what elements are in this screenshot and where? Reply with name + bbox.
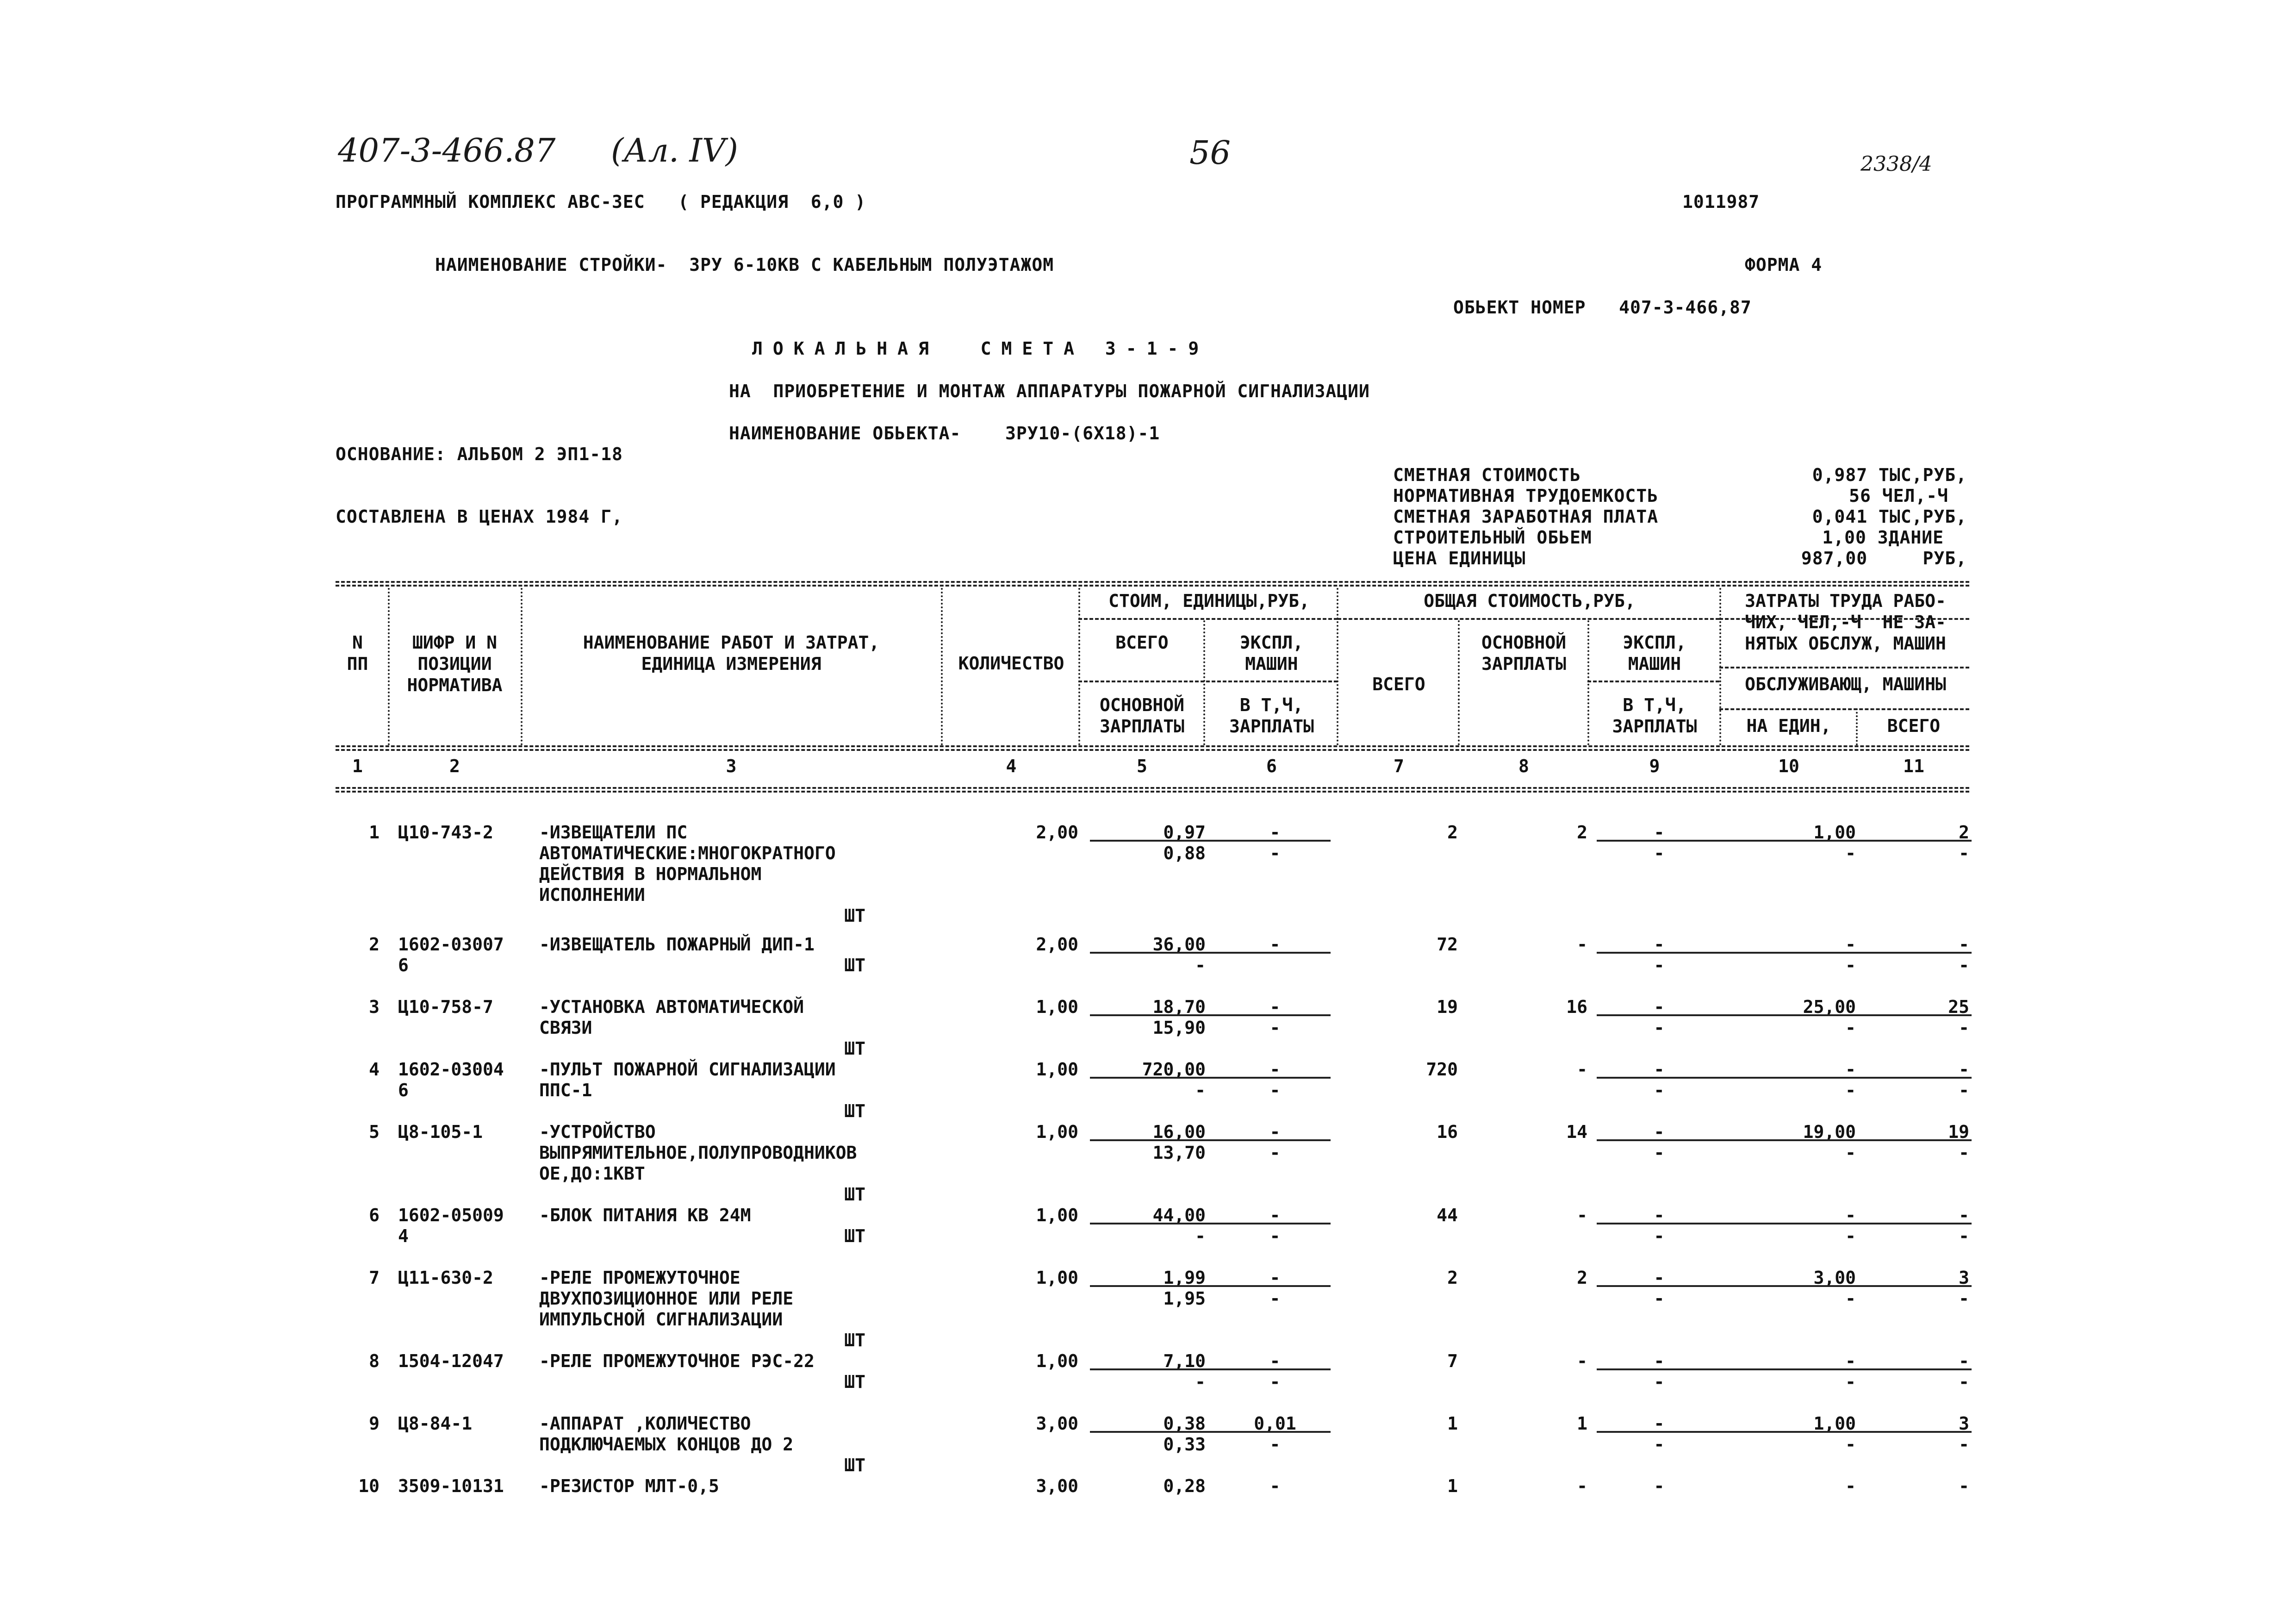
machine-wage: -	[1654, 1080, 1665, 1100]
machine-wage: -	[1654, 1018, 1665, 1038]
labor-per-unit: -	[1845, 1205, 1856, 1225]
labor-service-unit: -	[1845, 955, 1856, 975]
quantity: 1,00	[1036, 1122, 1078, 1142]
header-labor: ЗАТРАТЫ ТРУДА РАБО- ЧИХ, ЧЕЛ,-Ч НЕ ЗА- НЯТЫХ ОБСЛУЖ, МАШИН	[1745, 591, 1946, 654]
header-total-mach: ЭКСПЛ, МАШИН	[1623, 632, 1686, 674]
labor-service-unit: -	[1845, 1018, 1856, 1038]
row-number: 3	[369, 997, 380, 1017]
divider	[941, 588, 943, 745]
labor-per-unit: 25,00	[1803, 997, 1856, 1017]
work-name-line: -УСТРОЙСТВО	[539, 1122, 656, 1142]
unit-wage: -	[1195, 1372, 1206, 1392]
machine-wage: -	[1654, 1143, 1665, 1163]
cell-divider	[1597, 1014, 1972, 1016]
row-number: 8	[369, 1351, 380, 1371]
object-number: ОБЬЕКТ НОМЕР 407-3-466,87	[1453, 297, 1752, 318]
quantity: 1,00	[1036, 1268, 1078, 1288]
labor-service-total: -	[1959, 1143, 1969, 1163]
work-name-line: ОЕ,ДО:1КВТ	[539, 1163, 645, 1184]
norm-code-suffix: 4	[398, 1226, 409, 1246]
labor-per-unit: -	[1845, 934, 1856, 955]
labor-per-unit: -	[1845, 1059, 1856, 1080]
cell-divider	[1090, 1077, 1331, 1079]
divider	[336, 749, 1969, 751]
summary-label: ЦЕНА ЕДИНИЦЫ	[1393, 548, 1526, 568]
total-cost: 72	[1437, 934, 1458, 955]
cell-divider	[1597, 1285, 1972, 1287]
norm-code: 1602-03004	[398, 1059, 504, 1080]
unit-of-measure: ШТ	[844, 1372, 865, 1392]
header-qty: КОЛИЧЕСТВО	[958, 653, 1064, 674]
machine-wage: -	[1654, 1288, 1665, 1309]
total-wages: 2	[1577, 1268, 1587, 1288]
norm-code: Ц8-84-1	[398, 1413, 473, 1434]
norm-code: 1602-05009	[398, 1205, 504, 1225]
labor-per-unit: 1,00	[1813, 1413, 1856, 1434]
cell-divider	[1090, 952, 1331, 954]
norm-code: Ц10-743-2	[398, 822, 493, 843]
total-machines: -	[1654, 997, 1665, 1017]
total-machines: -	[1654, 1413, 1665, 1434]
row-number: 7	[369, 1268, 380, 1288]
unit-cost-total: 0,28	[1163, 1476, 1206, 1496]
norm-code: 1602-03007	[398, 934, 504, 955]
header-labor-total: ВСЕГО	[1887, 716, 1941, 736]
cell-divider	[1597, 952, 1972, 954]
unit-wage: 0,88	[1163, 843, 1206, 863]
total-wages: 1	[1577, 1413, 1587, 1434]
work-name-line: -ИЗВЕЩАТЕЛИ ПС	[539, 822, 688, 843]
summary-value: 987,00 РУБ,	[1801, 548, 1967, 568]
labor-service-unit: -	[1845, 1372, 1856, 1392]
labor-service-total: -	[1959, 1434, 1969, 1455]
divider	[1719, 667, 1969, 668]
unit-of-measure: ШТ	[844, 955, 865, 975]
unit-wage: -	[1195, 1226, 1206, 1246]
divider	[1856, 708, 1858, 745]
norm-code: Ц11-630-2	[398, 1268, 493, 1288]
total-cost: 44	[1437, 1205, 1458, 1225]
divider	[336, 791, 1969, 793]
total-wages: 2	[1577, 822, 1587, 843]
total-wages: -	[1577, 1205, 1587, 1225]
norm-code-suffix: 6	[398, 955, 409, 975]
machine-wage: -	[1654, 843, 1665, 863]
construction-name: НАИМЕНОВАНИЕ СТРОЙКИ- ЗРУ 6-10КВ С КАБЕЛЬНЫМ ПОЛУЭТАЖОМ	[435, 255, 1054, 275]
unit-of-measure: ШТ	[844, 906, 865, 926]
labor-total: 25	[1948, 997, 1969, 1017]
unit-cost-machines: -	[1269, 1059, 1281, 1080]
quantity: 2,00	[1036, 934, 1078, 955]
column-number: 7	[1394, 756, 1404, 776]
header-unit-mach-wage: В Т,Ч, ЗАРПЛАТЫ	[1229, 695, 1314, 737]
labor-service-unit: -	[1845, 843, 1856, 863]
unit-cost-total: 1,99	[1163, 1268, 1206, 1288]
divider	[336, 745, 1969, 747]
work-name-line: -РЕЛЕ ПРОМЕЖУТОЧНОЕ РЭС-22	[539, 1351, 815, 1371]
row-number: 10	[358, 1476, 380, 1496]
unit-cost-total: 7,10	[1163, 1351, 1206, 1371]
divider	[1458, 620, 1460, 745]
basis-line: ОСНОВАНИЕ: АЛЬБОМ 2 ЭП1-18	[336, 444, 623, 464]
labor-per-unit: -	[1845, 1351, 1856, 1371]
unit-cost-total: 0,38	[1163, 1413, 1206, 1434]
work-name-line: СВЯЗИ	[539, 1018, 592, 1038]
summary-value: 0,987 ТЫС,РУБ,	[1812, 465, 1967, 485]
header-unit-mach: ЭКСПЛ, МАШИН	[1239, 632, 1304, 674]
labor-total: 3	[1959, 1413, 1969, 1434]
unit-cost-machines: -	[1269, 822, 1281, 843]
unit-machine-wage: -	[1269, 843, 1281, 863]
unit-cost-total: 44,00	[1152, 1205, 1206, 1225]
labor-per-unit: -	[1845, 1476, 1856, 1496]
unit-of-measure: ШТ	[844, 1226, 865, 1246]
cell-divider	[1597, 1139, 1972, 1141]
labor-total: 3	[1959, 1268, 1969, 1288]
estimate-title: ЛОКАЛЬНАЯ СМЕТА 3-1-9	[752, 338, 1209, 359]
quantity: 1,00	[1036, 1059, 1078, 1080]
work-name-line: -ИЗВЕЩАТЕЛЬ ПОЖАРНЫЙ ДИП-1	[539, 934, 815, 955]
column-number: 2	[449, 756, 460, 776]
header-total-mach-wage: В Т,Ч, ЗАРПЛАТЫ	[1612, 695, 1697, 737]
labor-total: 2	[1959, 822, 1969, 843]
work-name-line: ИСПОЛНЕНИИ	[539, 885, 645, 905]
header-n: N ПП	[347, 632, 368, 674]
labor-service-total: -	[1959, 1226, 1969, 1246]
unit-cost-machines: -	[1269, 997, 1281, 1017]
cell-divider	[1090, 840, 1331, 842]
total-machines: -	[1654, 1476, 1665, 1496]
price-level: СОСТАВЛЕНА В ЦЕНАХ 1984 Г,	[336, 506, 623, 527]
handwritten-page-number: 56	[1189, 134, 1231, 172]
unit-cost-machines: -	[1269, 1351, 1281, 1371]
divider	[1078, 618, 1338, 620]
header-unit-cost: СТОИМ, ЕДИНИЦЫ,РУБ,	[1108, 591, 1310, 611]
labor-service-total: -	[1959, 843, 1969, 863]
labor-total: 19	[1948, 1122, 1969, 1142]
header-labor-service: ОБСЛУЖИВАЮЩ, МАШИНЫ	[1745, 674, 1946, 694]
labor-service-unit: -	[1845, 1143, 1856, 1163]
quantity: 3,00	[1036, 1413, 1078, 1434]
total-wages: 16	[1566, 997, 1587, 1017]
total-wages: -	[1577, 1059, 1587, 1080]
column-number: 5	[1137, 756, 1147, 776]
header-unit-wage: ОСНОВНОЙ ЗАРПЛАТЫ	[1099, 695, 1185, 737]
machine-wage: -	[1654, 955, 1665, 975]
cell-divider	[1597, 1077, 1972, 1079]
total-wages: 14	[1566, 1122, 1587, 1142]
cell-divider	[1090, 1431, 1331, 1433]
unit-wage: 1,95	[1163, 1288, 1206, 1309]
unit-cost-total: 0,97	[1163, 822, 1206, 843]
divider	[1078, 681, 1338, 682]
cell-divider	[1597, 1368, 1972, 1370]
cell-divider	[1090, 1139, 1331, 1141]
divider	[1203, 620, 1205, 745]
unit-machine-wage: -	[1269, 1226, 1281, 1246]
unit-cost-total: 36,00	[1152, 934, 1206, 955]
labor-total: -	[1959, 1205, 1969, 1225]
unit-wage: 15,90	[1152, 1018, 1206, 1038]
divider	[1719, 708, 1969, 710]
header-unit-total: ВСЕГО	[1115, 632, 1169, 653]
column-number: 11	[1903, 756, 1924, 776]
divider	[1587, 681, 1719, 682]
cell-divider	[1597, 1223, 1972, 1224]
total-wages: -	[1577, 1351, 1587, 1371]
handwritten-album: (Ал. IV)	[611, 131, 738, 169]
labor-service-total: -	[1959, 955, 1969, 975]
unit-of-measure: ШТ	[844, 1038, 865, 1059]
labor-service-unit: -	[1845, 1434, 1856, 1455]
labor-service-unit: -	[1845, 1080, 1856, 1100]
header-name: НАИМЕНОВАНИЕ РАБОТ И ЗАТРАТ, ЕДИНИЦА ИЗМЕРЕНИЯ	[583, 632, 880, 674]
summary-label: НОРМАТИВНАЯ ТРУДОЕМКОСТЬ	[1393, 486, 1659, 506]
labor-service-total: -	[1959, 1288, 1969, 1309]
unit-machine-wage: -	[1269, 1080, 1281, 1100]
quantity: 3,00	[1036, 1476, 1078, 1496]
work-name-line: -УСТАНОВКА АВТОМАТИЧЕСКОЙ	[539, 997, 804, 1017]
unit-of-measure: ШТ	[844, 1455, 865, 1475]
program-line: ПРОГРАММНЫЙ КОМПЛЕКС АВС-3ЕС ( РЕДАКЦИЯ 6,0 )	[336, 192, 866, 212]
cell-divider	[1090, 1223, 1331, 1224]
column-number: 4	[1006, 756, 1017, 776]
total-cost: 2	[1447, 822, 1458, 843]
total-machines: -	[1654, 1122, 1665, 1142]
cell-divider	[1090, 1285, 1331, 1287]
norm-code: 3509-10131	[398, 1476, 504, 1496]
header-code: ШИФР И N ПОЗИЦИИ НОРМАТИВА	[407, 632, 503, 695]
cell-divider	[1597, 840, 1972, 842]
labor-total: -	[1959, 1476, 1969, 1496]
labor-service-unit: -	[1845, 1288, 1856, 1309]
form-label: ФОРМА 4	[1745, 255, 1823, 275]
total-machines: -	[1654, 822, 1665, 843]
norm-code: Ц8-105-1	[398, 1122, 483, 1142]
total-cost: 16	[1437, 1122, 1458, 1142]
unit-wage: 13,70	[1152, 1143, 1206, 1163]
cell-divider	[1090, 1368, 1331, 1370]
column-number: 6	[1266, 756, 1277, 776]
cell-divider	[1090, 1014, 1331, 1016]
quantity: 2,00	[1036, 822, 1078, 843]
quantity: 1,00	[1036, 997, 1078, 1017]
labor-service-total: -	[1959, 1018, 1969, 1038]
row-number: 4	[369, 1059, 380, 1080]
column-number: 1	[352, 756, 363, 776]
unit-cost-machines: 0,01	[1254, 1413, 1296, 1434]
divider	[336, 787, 1969, 789]
unit-cost-total: 16,00	[1152, 1122, 1206, 1142]
unit-wage: -	[1195, 1080, 1206, 1100]
divider	[521, 588, 523, 745]
machine-wage: -	[1654, 1372, 1665, 1392]
divider	[1338, 618, 1719, 620]
norm-code: 1504-12047	[398, 1351, 504, 1371]
unit-wage: -	[1195, 955, 1206, 975]
labor-total: -	[1959, 1351, 1969, 1371]
summary-value: 1,00 ЗДАНИЕ	[1822, 527, 1944, 548]
unit-cost-machines: -	[1269, 1122, 1281, 1142]
divider	[336, 585, 1969, 587]
work-name-line: -АППАРАТ ,КОЛИЧЕСТВО	[539, 1413, 751, 1434]
machine-wage: -	[1654, 1226, 1665, 1246]
labor-per-unit: 1,00	[1813, 822, 1856, 843]
total-cost: 1	[1447, 1413, 1458, 1434]
row-number: 2	[369, 934, 380, 955]
total-machines: -	[1654, 934, 1665, 955]
unit-of-measure: ШТ	[844, 1101, 865, 1121]
work-name-line: -РЕЛЕ ПРОМЕЖУТОЧНОЕ	[539, 1268, 740, 1288]
work-name-line: -ПУЛЬТ ПОЖАРНОЙ СИГНАЛИЗАЦИИ	[539, 1059, 836, 1080]
summary-label: СМЕТНАЯ СТОИМОСТЬ	[1393, 465, 1581, 485]
total-cost: 7	[1447, 1351, 1458, 1371]
divider	[1078, 588, 1080, 745]
unit-cost-machines: -	[1269, 1268, 1281, 1288]
total-cost: 19	[1437, 997, 1458, 1017]
summary-value: 0,041 ТЫС,РУБ,	[1812, 506, 1967, 527]
header-total-all: ВСЕГО	[1372, 674, 1425, 694]
unit-machine-wage: -	[1269, 1018, 1281, 1038]
labor-total: -	[1959, 1059, 1969, 1080]
estimate-subtitle: НА ПРИОБРЕТЕНИЕ И МОНТАЖ АППАРАТУРЫ ПОЖАРНОЙ СИГНАЛИЗАЦИИ	[729, 381, 1370, 401]
work-name-line: ВЫПРЯМИТЕЛЬНОЕ,ПОЛУПРОВОДНИКОВ	[539, 1143, 857, 1163]
divider	[1587, 620, 1589, 745]
object-name: НАИМЕНОВАНИЕ ОБЬЕКТА- ЗРУ10-(6X18)-1	[729, 423, 1160, 443]
divider	[1719, 588, 1721, 745]
row-number: 1	[369, 822, 380, 843]
column-number: 3	[726, 756, 737, 776]
header-total-cost: ОБЩАЯ СТОИМОСТЬ,РУБ,	[1424, 591, 1636, 611]
unit-cost-machines: -	[1269, 1476, 1281, 1496]
handwritten-sheet-number: 2338/4	[1860, 152, 1932, 176]
summary-label: СТРОИТЕЛЬНЫЙ ОБЬЕМ	[1393, 527, 1592, 548]
row-number: 5	[369, 1122, 380, 1142]
row-number: 9	[369, 1413, 380, 1434]
total-cost: 1	[1447, 1476, 1458, 1496]
work-name-line: АВТОМАТИЧЕСКИЕ:МНОГОКРАТНОГО	[539, 843, 836, 863]
norm-code-suffix: 6	[398, 1080, 409, 1100]
total-wages: -	[1577, 1476, 1587, 1496]
quantity: 1,00	[1036, 1205, 1078, 1225]
work-name-line: ППС-1	[539, 1080, 592, 1100]
labor-service-total: -	[1959, 1080, 1969, 1100]
print-date: 1011987	[1682, 192, 1760, 212]
unit-of-measure: ШТ	[844, 1184, 865, 1205]
labor-service-total: -	[1959, 1372, 1969, 1392]
labor-total: -	[1959, 934, 1969, 955]
unit-cost-machines: -	[1269, 934, 1281, 955]
total-machines: -	[1654, 1205, 1665, 1225]
unit-of-measure: ШТ	[844, 1330, 865, 1350]
summary-label: СМЕТНАЯ ЗАРАБОТНАЯ ПЛАТА	[1393, 506, 1659, 527]
unit-cost-total: 18,70	[1152, 997, 1206, 1017]
total-cost: 2	[1447, 1268, 1458, 1288]
column-number: 10	[1778, 756, 1799, 776]
labor-per-unit: 3,00	[1813, 1268, 1856, 1288]
total-machines: -	[1654, 1351, 1665, 1371]
work-name-line: ДВУХПОЗИЦИОННОЕ ИЛИ РЕЛЕ	[539, 1288, 794, 1309]
column-number: 8	[1518, 756, 1529, 776]
unit-wage: 0,33	[1163, 1434, 1206, 1455]
quantity: 1,00	[1036, 1351, 1078, 1371]
norm-code: Ц10-758-7	[398, 997, 493, 1017]
total-machines: -	[1654, 1059, 1665, 1080]
unit-cost-machines: -	[1269, 1205, 1281, 1225]
unit-machine-wage: -	[1269, 1372, 1281, 1392]
header-labor-unit: НА ЕДИН,	[1746, 716, 1831, 736]
unit-machine-wage: -	[1269, 1434, 1281, 1455]
unit-machine-wage: -	[1269, 1143, 1281, 1163]
labor-per-unit: 19,00	[1803, 1122, 1856, 1142]
summary-value: 56 ЧЕЛ,-Ч	[1849, 486, 1948, 506]
total-cost: 720	[1426, 1059, 1458, 1080]
labor-service-unit: -	[1845, 1226, 1856, 1246]
row-number: 6	[369, 1205, 380, 1225]
header-total-wage: ОСНОВНОЙ ЗАРПЛАТЫ	[1481, 632, 1567, 674]
unit-cost-total: 720,00	[1142, 1059, 1206, 1080]
column-number: 9	[1649, 756, 1660, 776]
unit-machine-wage: -	[1269, 1288, 1281, 1309]
work-name-line: -РЕЗИСТОР МЛТ-0,5	[539, 1476, 719, 1496]
work-name-line: ПОДКЛЮЧАЕМЫХ КОНЦОВ ДО 2	[539, 1434, 794, 1455]
divider	[336, 581, 1969, 583]
work-name-line: ИМПУЛЬСНОЙ СИГНАЛИЗАЦИИ	[539, 1309, 783, 1330]
total-wages: -	[1577, 934, 1587, 955]
machine-wage: -	[1654, 1434, 1665, 1455]
cell-divider	[1597, 1431, 1972, 1433]
handwritten-document-code: 407-3-466.87	[338, 131, 556, 169]
work-name-line: ДЕЙСТВИЯ В НОРМАЛЬНОМ	[539, 864, 762, 884]
work-name-line: -БЛОК ПИТАНИЯ КВ 24М	[539, 1205, 751, 1225]
total-machines: -	[1654, 1268, 1665, 1288]
